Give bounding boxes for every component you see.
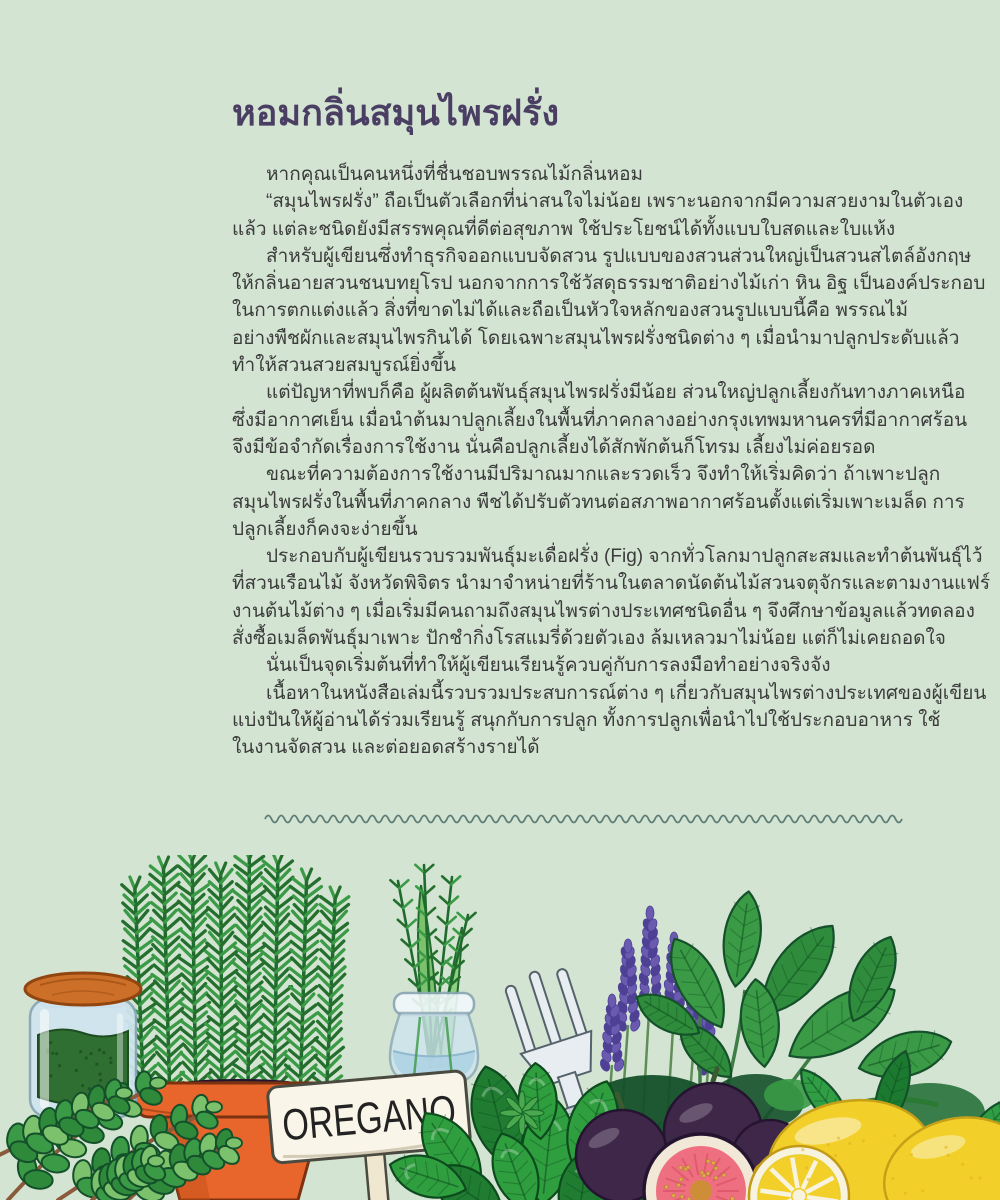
paragraph-line: “สมุนไพรฝรั่ง” ถือเป็นตัวเลือกที่น่าสนใจไม่น้อย เพราะนอกจากมีความสวยงามในตัวเอง	[266, 191, 964, 213]
paragraph-line: นั่นเป็นจุดเริ่มต้นที่ทำให้ผู้เขียนเรียนรู้ควบคู่กับการลงมือทำอย่างจริงจัง	[266, 655, 831, 677]
paragraph-line: ในงานจัดสวน และต่อยอดสร้างรายได้	[232, 737, 540, 759]
paragraph-line: จึงมีข้อจำกัดเรื่องการใช้งาน นั่นคือปลูกเลี้ยงได้สักพักต้นก็โทรม เลี้ยงไม่ค่อยรอด	[232, 436, 876, 458]
paragraph-line: หากคุณเป็นคนหนึ่งที่ชื่นชอบพรรณไม้กลิ่นหอม	[266, 164, 644, 185]
page-title: หอมกลิ่นสมุนไพรฝรั่ง	[232, 92, 560, 133]
rosemary-plant	[122, 855, 349, 1103]
wavy-divider-line	[265, 816, 902, 823]
paragraph-line: ประกอบกับผู้เขียนรวบรวมพันธุ์มะเดื่อฝรั่ง (Fig) จากทั่วโลกมาปลูกสะสมและทำต้นพันธุ์ไว้	[266, 546, 983, 568]
paragraph-line: แต่ปัญหาที่พบก็คือ ผู้ผลิตต้นพันธุ์สมุนไพรฝรั่งมีน้อย ส่วนใหญ่ปลูกเลี้ยงกันทางภาคเหนือ	[266, 382, 966, 404]
paragraph-line: ขณะที่ความต้องการใช้งานมีปริมาณมากและรวดเร็ว จึงทำให้เริ่มคิดว่า ถ้าเพาะปลูก	[266, 464, 941, 486]
glass-vase-with-rosemary	[390, 865, 478, 1085]
paragraph-line: แบ่งปันให้ผู้อ่านได้ร่วมเรียนรู้ สนุกกับการปลูก ทั้งการปลูกเพื่อนำไปใช้ประกอบอาหาร ใช้	[232, 709, 941, 731]
paragraph-line: สำหรับผู้เขียนซึ่งทำธุรกิจออกแบบจัดสวน รูปแบบของสวนส่วนใหญ่เป็นสวนสไตล์อังกฤษ	[266, 245, 972, 267]
paragraph-line: ปลูกเลี้ยงก็คงจะง่ายขึ้น	[232, 518, 418, 540]
paragraph-line: อย่างพืชผักและสมุนไพรกินได้ โดยเฉพาะสมุนไพรฝรั่งชนิดต่าง ๆ เมื่อนำมาปลูกประดับแล้ว	[232, 327, 960, 349]
paragraph-line: ทำให้สวนสวยสมบูรณ์ยิ่งขึ้น	[232, 355, 457, 377]
paragraph-line: เนื้อหาในหนังสือเล่มนี้รวบรวมประสบการณ์ต่าง ๆ เกี่ยวกับสมุนไพรต่างประเทศของผู้เขียน	[266, 682, 987, 704]
paragraph-line: ซึ่งมีอากาศเย็น เมื่อนำต้นมาปลูกเลี้ยงในพื้นที่ภาคกลางอย่างกรุงเทพมหานครที่มีอากาศร้อน	[232, 409, 968, 431]
paragraph-line: ให้กลิ่นอายสวนชนบทยุโรป นอกจากการใช้วัสดุธรรมชาติอย่างไม้เก่า หิน อิฐ เป็นองค์ประกอบ	[232, 273, 986, 295]
paragraph-line: ที่สวนเรือนไม้ จังหวัดพิจิตร นำมาจำหน่ายที่ร้านในตลาดนัดต้นไม้สวนจตุจักรและตามงานแฟร์	[232, 573, 991, 595]
paragraph-line: งานต้นไม้ต่าง ๆ เมื่อเริ่มมีคนถามถึงสมุนไพรต่างประเทศชนิดอื่น ๆ จึงศึกษาข้อมูลแล้วทดลอง	[232, 600, 975, 622]
jar-wooden-lid	[25, 973, 141, 1005]
paragraph-line: ในการตกแต่งแล้ว สิ่งที่ขาดไม่ได้และถือเป็นหัวใจหลักของสวนรูปแบบนี้คือ พรรณไม้	[232, 300, 908, 322]
sign-text: OREGANO	[280, 1081, 509, 1151]
wavy-divider	[264, 812, 908, 826]
paragraph-line: สั่งซื้อเมล็ดพันธุ์มาเพาะ ปักชำกิ่งโรสแมรี่ด้วยตัวเอง ล้มเหลวมาไม่น้อย แต่ก็ไม่เคยถอดใจ	[232, 628, 946, 650]
fork-tine	[528, 970, 562, 1049]
paragraph-line: สมุนไพรฝรั่งในพื้นที่ภาคกลาง พืชได้ปรับตัวทนต่อสภาพอากาศร้อนตั้งแต่เริ่มเพาะเมล็ด การ	[232, 491, 965, 513]
fork-tine	[505, 985, 537, 1058]
vase-rim	[394, 993, 474, 1015]
fork-tine	[556, 968, 588, 1041]
paragraph-line: แล้ว แต่ละชนิดยังมีสรรพคุณที่ดีต่อสุขภาพ ใช้ประโยชน์ได้ทั้งแบบใบสดและใบแห้ง	[232, 218, 896, 240]
herb-illustration	[0, 855, 1000, 1200]
glass-highlight	[40, 1009, 49, 1109]
body-text	[232, 161, 991, 762]
